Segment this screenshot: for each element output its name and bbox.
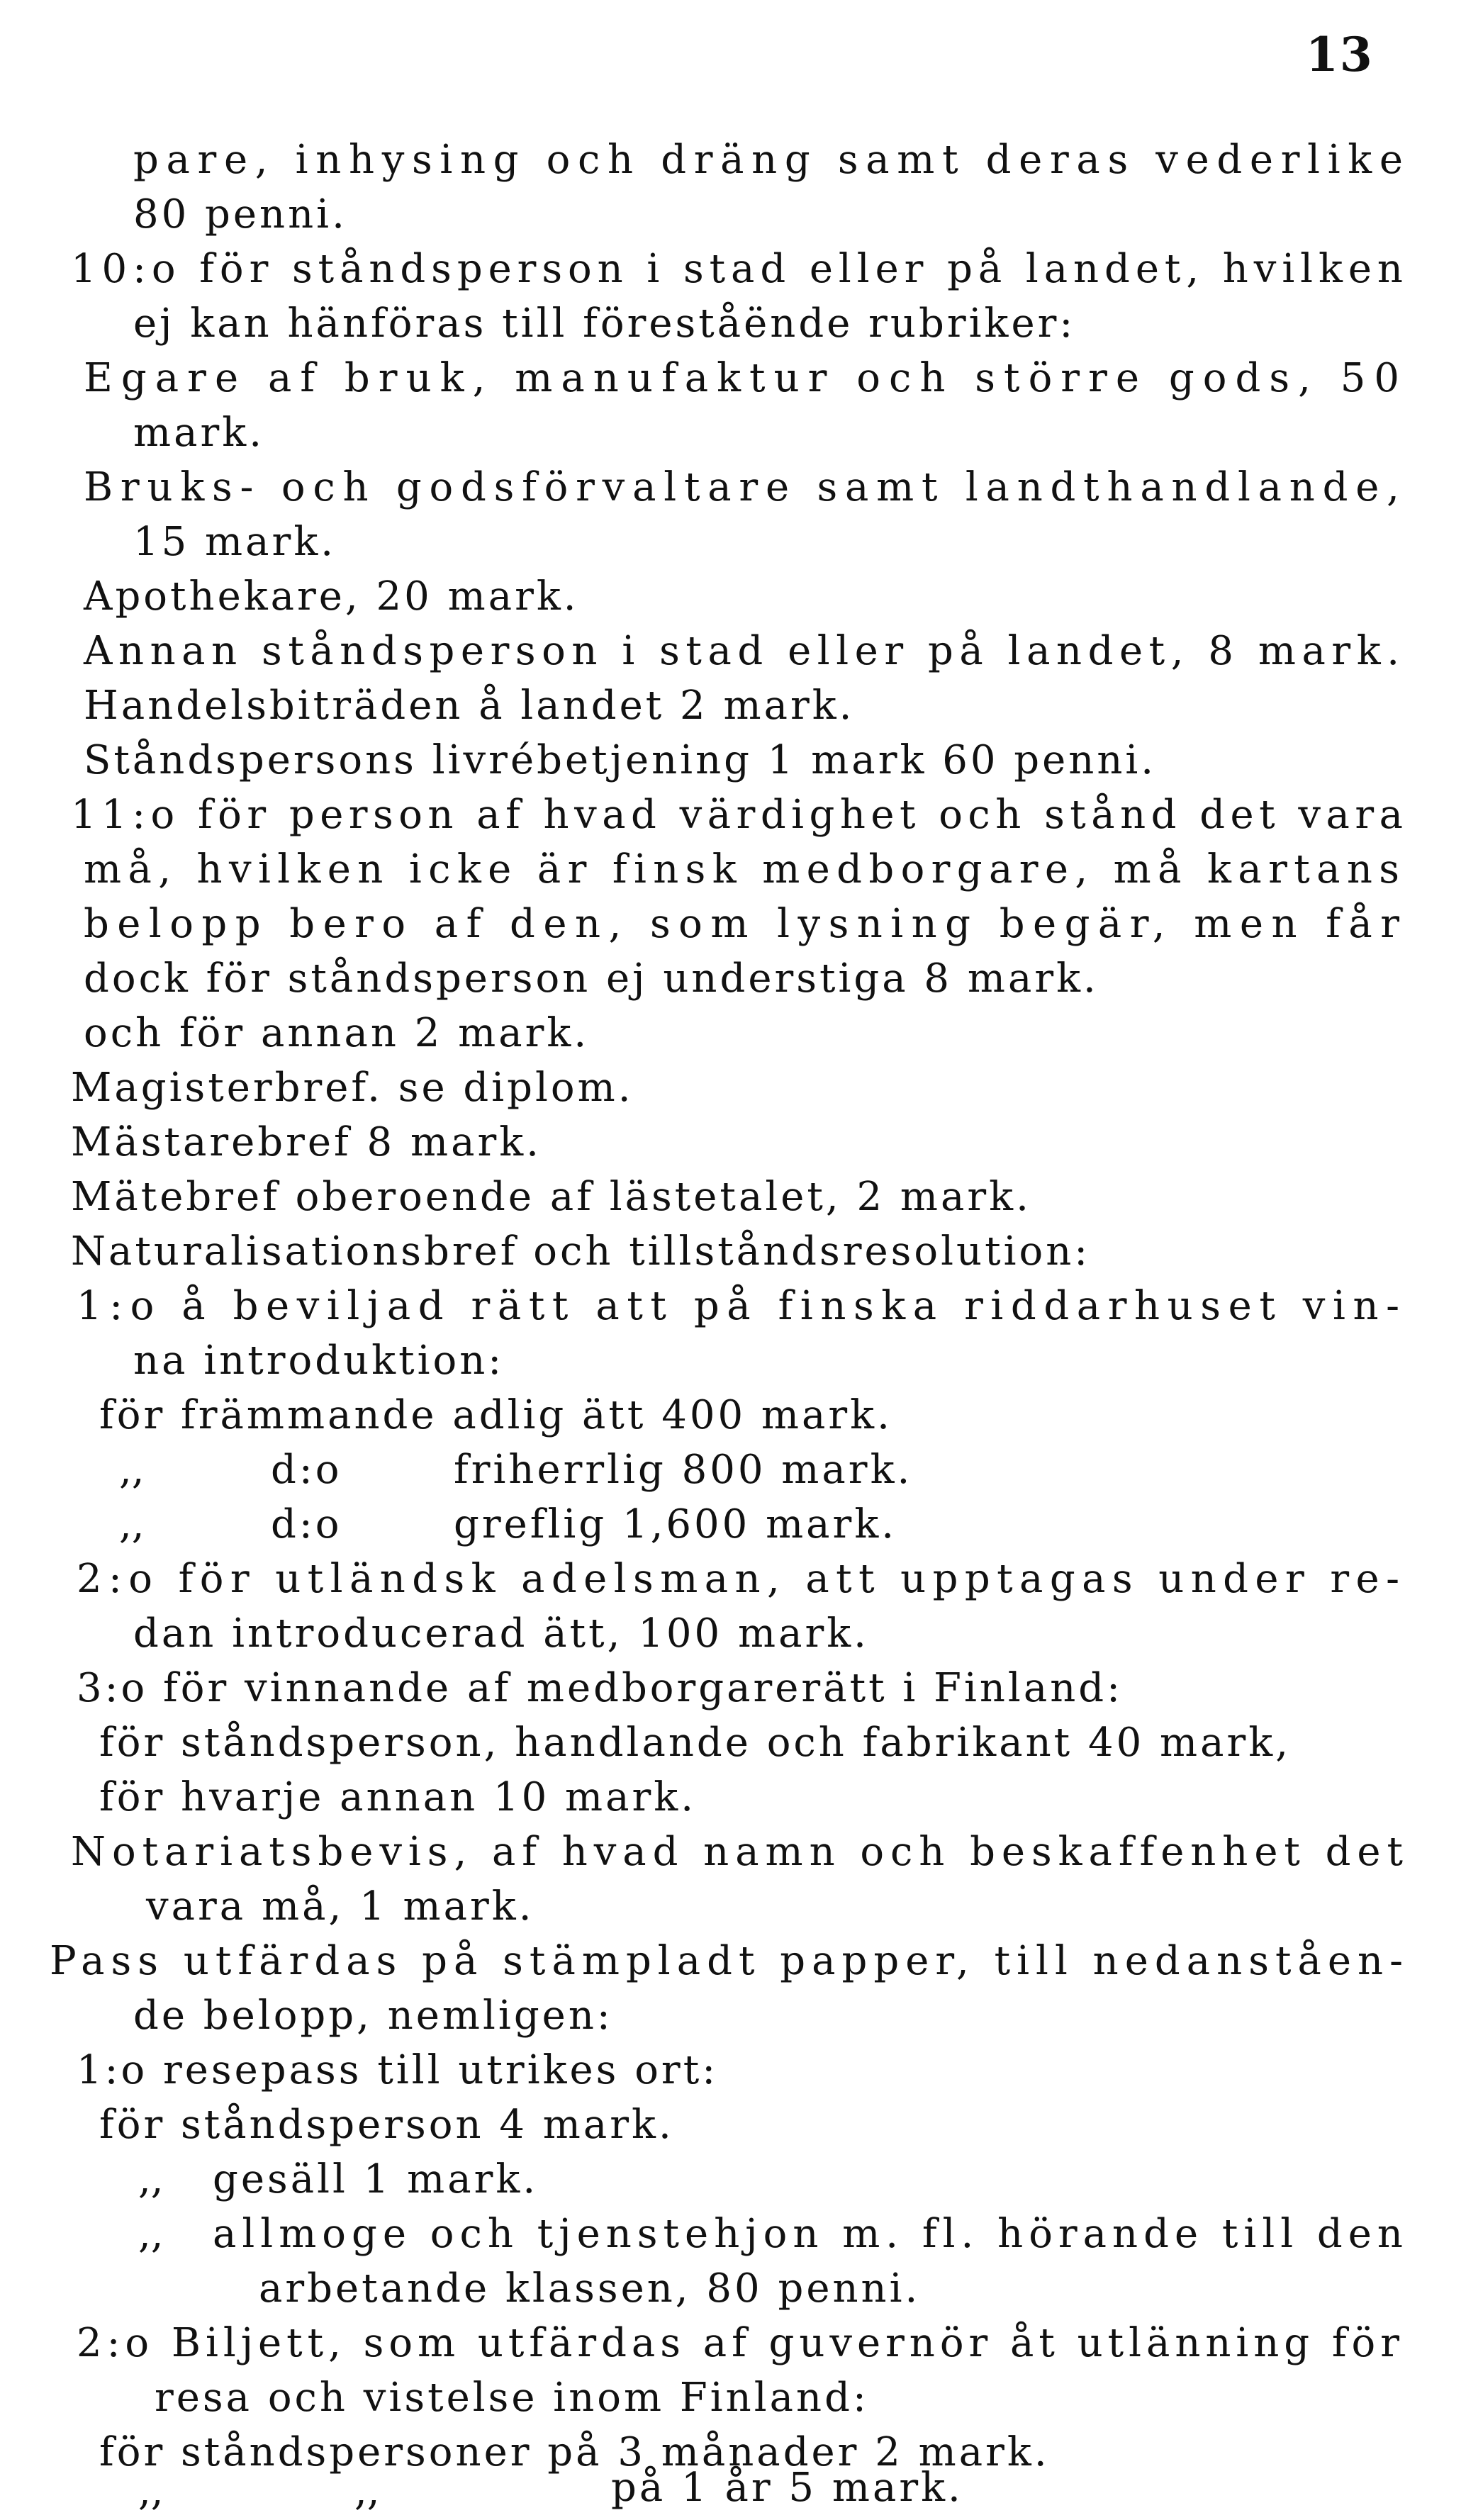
text-line: vara må, 1 mark. [146,1883,534,1930]
text-line: gesäll 1 mark. [213,2156,539,2202]
text-line: för ståndspersoner på 3 månader 2 mark. [99,2429,1050,2475]
text-line: Notariatsbevis, af hvad namn och beskaffenhet det [71,1829,1409,1875]
ditto-mark: ,, [119,1501,145,1547]
text-line: pare, inhysing och dräng samt deras vederlike [133,137,1411,183]
text-line: för ståndsperson, handlande och fabrikant 40 mark, [99,1720,1292,1766]
text-line: för främmande adlig ätt 400 mark. [99,1392,892,1438]
text-line: 80 penni. [133,191,347,237]
text-line: Mätebref oberoende af lästetalet, 2 mark. [71,1174,1031,1220]
text-line: resa och vistelse inom Finland: [155,2375,869,2421]
text-line: för ståndsperson 4 mark. [99,2102,674,2148]
text-line: 11:o för person af hvad värdighet och stånd det vara [71,792,1409,838]
text-line: de belopp, nemligen: [133,1993,613,2039]
text-line: Egare af bruk, manufaktur och större gods, 50 [84,355,1409,401]
text-line: Magisterbref. se diplom. [71,1065,634,1111]
text-line: ej kan hänföras till föreståënde rubriker: [133,301,1076,347]
text-line: dan introducerad ätt, 100 mark. [133,1611,869,1657]
text-line: 2:o för utländsk adelsman, att upptagas under re- [77,1556,1406,1602]
ditto-mark: ,, [354,2468,380,2514]
text-line: friherrlig 800 mark. [454,1447,913,1493]
text-line: Bruks- och godsförvaltare samt landthandlande, [84,464,1407,510]
text-line: 3:o för vinnande af medborgarerätt i Finland: [77,1665,1124,1711]
text-line: Annan ståndsperson i stad eller på landet, 8 mark. [84,628,1406,674]
text-line: Naturalisationsbref och tillståndsresolution: [71,1228,1091,1275]
text-line: arbetande klassen, 80 penni. [259,2266,921,2312]
text-line: dock för ståndsperson ej understiga 8 mark. [84,956,1099,1002]
text-line: 2:o Biljett, som utfärdas af guvernör åt utlänning för [77,2320,1404,2366]
ditto-mark: ,, [138,2211,164,2257]
text-line: na introduktion: [133,1338,505,1384]
ditto-mark: ,, [138,2468,164,2514]
text-line: Handelsbiträden å landet 2 mark. [84,683,855,729]
page-number: 13 [1306,27,1374,82]
text-line: 1:o å beviljad rätt att på finska riddarhuset vin- [77,1283,1407,1329]
text-line: 15 mark. [133,519,337,565]
text-line: för hvarje annan 10 mark. [99,1774,696,1820]
text-line: allmoge och tjenstehjon m. fl. hörande till den [213,2211,1409,2257]
ditto-mark: ,, [119,1447,145,1493]
text-line: mark. [133,410,264,456]
text-line: må, hvilken icke är finsk medborgare, må kartans [84,846,1406,892]
text-line: greflig 1,600 mark. [454,1501,897,1547]
text-line: och för annan 2 mark. [84,1010,590,1056]
text-line: d:o [271,1501,342,1547]
text-line: 10:o för ståndsperson i stad eller på landet, hvilken [71,246,1409,292]
text-line: Ståndspersons livrébetjening 1 mark 60 penni. [84,737,1157,783]
text-line: Mästarebref 8 mark. [71,1119,542,1165]
text-line: Apothekare, 20 mark. [84,573,579,620]
text-line: på 1 år 5 mark. [611,2465,963,2511]
text-line: Pass utfärdas på stämpladt papper, till nedanståen- [50,1938,1409,1984]
text-line: 1:o resepass till utrikes ort: [77,2047,719,2093]
text-line: belopp bero af den, som lysning begär, men får [84,901,1408,947]
ditto-mark: ,, [138,2156,164,2202]
text-line: d:o [271,1447,342,1493]
